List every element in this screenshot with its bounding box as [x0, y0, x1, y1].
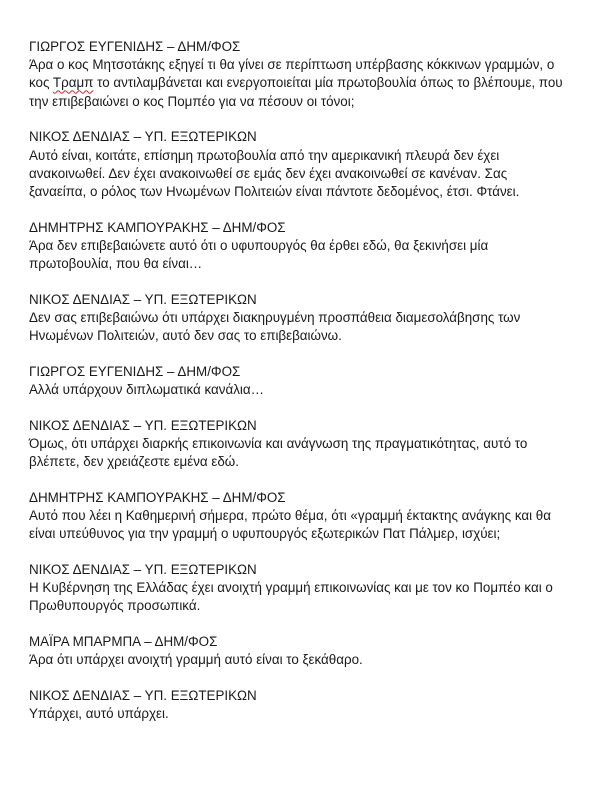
- transcript-entry: [29, 363, 589, 399]
- spellcheck-flagged-word: Τραμπ: [52, 75, 94, 91]
- utterance-line: Αυτό είναι, κοιτάτε, επίσημη πρωτοβουλία από την αμερικανική πλευρά δεν έχει: [29, 147, 500, 163]
- utterance-line: Πρωθυπουργός προσωπικά.: [29, 598, 201, 614]
- transcript-entry: [29, 561, 589, 616]
- transcript-entry: [29, 489, 589, 544]
- utterance-line: Υπάρχει, αυτό υπάρχει.: [29, 706, 169, 722]
- utterance-line: Άρα ο κος Μητσοτάκης εξηγεί τι θα γίνει σε περίπτωση υπέρβασης κόκκινων γραμμών, ο: [29, 57, 555, 73]
- transcript-entry: [29, 128, 589, 201]
- utterance-line: Όμως, ότι υπάρχει διαρκής επικοινωνία και ανάγνωση της πραγματικότητας, αυτό το: [29, 435, 528, 451]
- utterance-line: Δεν σας επιβεβαιώνω ότι υπάρχει διακηρυγμένη προσπάθεια διαμεσολάβησης των: [29, 309, 521, 325]
- transcript-entry: [29, 219, 589, 274]
- utterance-line: Ηνωμένων Πολιτειών, αυτό δεν σας το επιβεβαιώνω.: [29, 328, 342, 344]
- transcript-entry: [29, 417, 589, 472]
- speaker-name: ΔΗΜΗΤΡΗΣ ΚΑΜΠΟΥΡΑΚΗΣ – ΔΗΜ/ΦΟΣ: [29, 219, 286, 235]
- utterance-prefix: κος: [29, 75, 53, 91]
- utterance-suffix: το αντιλαμβάνεται και ενεργοποιείται μία πρωτοβουλία όπως το βλέπουμε, που: [93, 75, 563, 91]
- speaker-name: ΓΙΩΡΓΟΣ ΕΥΓΕΝΙΔΗΣ – ΔΗΜ/ΦΟΣ: [29, 363, 241, 379]
- speaker-name: ΔΗΜΗΤΡΗΣ ΚΑΜΠΟΥΡΑΚΗΣ – ΔΗΜ/ΦΟΣ: [29, 489, 286, 505]
- speaker-name: ΝΙΚΟΣ ΔΕΝΔΙΑΣ – ΥΠ. ΕΞΩΤΕΡΙΚΩΝ: [29, 687, 257, 703]
- speaker-name: ΓΙΩΡΓΟΣ ΕΥΓΕΝΙΔΗΣ – ΔΗΜ/ΦΟΣ: [29, 39, 241, 54]
- speaker-name: ΝΙΚΟΣ ΔΕΝΔΙΑΣ – ΥΠ. ΕΞΩΤΕΡΙΚΩΝ: [29, 129, 257, 145]
- utterance-line: πρωτοβουλία, που θα είναι…: [29, 256, 203, 272]
- utterance-line: Άρα ότι υπάρχει ανοιχτή γραμμή αυτό είναι το ξεκάθαρο.: [29, 652, 363, 668]
- speaker-name: ΝΙΚΟΣ ΔΕΝΔΙΑΣ – ΥΠ. ΕΞΩΤΕΡΙΚΩΝ: [29, 417, 257, 433]
- speaker-name: ΜΑΪΡΑ ΜΠΑΡΜΠΑ – ΔΗΜ/ΦΟΣ: [29, 634, 218, 650]
- utterance-line: την επιβεβαιώνει ο κος Πομπέο για να πέσουν οι τόνοι;: [29, 93, 355, 109]
- utterance-line: ανακοινωθεί. Δεν έχει ανακοινωθεί σε εμάς δεν έχει ανακοινωθεί σε κανέναν. Σας: [29, 165, 508, 181]
- utterance-line: βλέπετε, δεν χρειάζεστε εμένα εδώ.: [29, 454, 239, 470]
- utterance-line: είναι υπεύθυνος για την γραμμή ο υφυπουργός εξωτερικών Πατ Πάλμερ, ισχύει;: [29, 526, 501, 542]
- transcript-body: [29, 38, 589, 741]
- transcript-entry: [29, 38, 589, 111]
- utterance-line: Αυτό που λέει η Καθημερινή σήμερα, πρώτο θέμα, ότι «γραμμή έκτακτης ανάγκης και θα: [29, 508, 551, 524]
- speaker-name: ΝΙΚΟΣ ΔΕΝΔΙΑΣ – ΥΠ. ΕΞΩΤΕΡΙΚΩΝ: [29, 291, 257, 307]
- transcript-entry: [29, 291, 589, 346]
- transcript-entry: [29, 633, 589, 669]
- utterance-line: Η Κυβέρνηση της Ελλάδας έχει ανοιχτή γραμμή επικοινωνίας και με τον κο Πομπέο και ο: [29, 580, 553, 596]
- utterance-line: Αλλά υπάρχουν διπλωματικά κανάλια…: [29, 382, 265, 398]
- utterance-line-with-flag: [29, 74, 589, 92]
- utterance-line: ξαναείπα, ο ρόλος των Ηνωμένων Πολιτειών είναι πάντοτε δεδομένος, έτσι. Φτάνει.: [29, 183, 520, 199]
- transcript-entry: [29, 687, 589, 723]
- utterance-line: Άρα δεν επιβεβαιώνετε αυτό ότι ο υφυπουργός θα έρθει εδώ, θα ξεκινήσει μία: [29, 237, 489, 253]
- speaker-name: ΝΙΚΟΣ ΔΕΝΔΙΑΣ – ΥΠ. ΕΞΩΤΕΡΙΚΩΝ: [29, 561, 257, 577]
